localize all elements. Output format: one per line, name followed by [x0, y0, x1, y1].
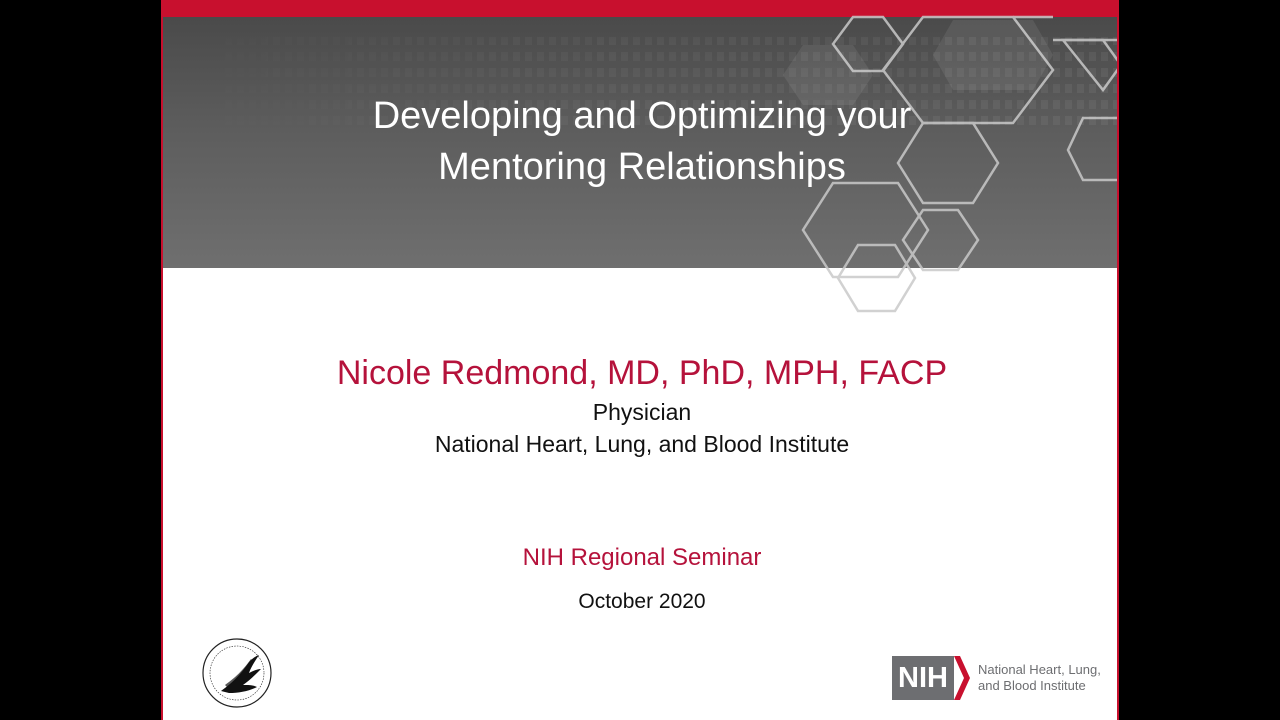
nih-institute-name [978, 662, 1101, 694]
nih-logo [892, 656, 1101, 700]
hhs-seal-icon [199, 635, 275, 711]
slide-title-line2: Mentoring Relationships [438, 146, 846, 188]
event-name: NIH Regional Seminar [522, 544, 762, 571]
presenter-name: Nicole Redmond, MD, PhD, MPH, FACP [336, 354, 948, 392]
event-date: October 2020 [578, 590, 706, 613]
slide-title-line1: Developing and Optimizing your [372, 95, 912, 137]
nih-text-line2: and Blood Institute [978, 678, 1086, 693]
slide-title [163, 91, 1119, 193]
nih-text-line1: National Heart, Lung, [978, 662, 1101, 677]
nih-mark: NIH [892, 656, 954, 700]
top-accent-bar [163, 0, 1117, 17]
presenter-organization: National Heart, Lung, and Blood Institute [434, 431, 850, 457]
slide [161, 0, 1119, 720]
presenter-role: Physician [592, 399, 692, 425]
chevron-right-icon [954, 656, 970, 700]
